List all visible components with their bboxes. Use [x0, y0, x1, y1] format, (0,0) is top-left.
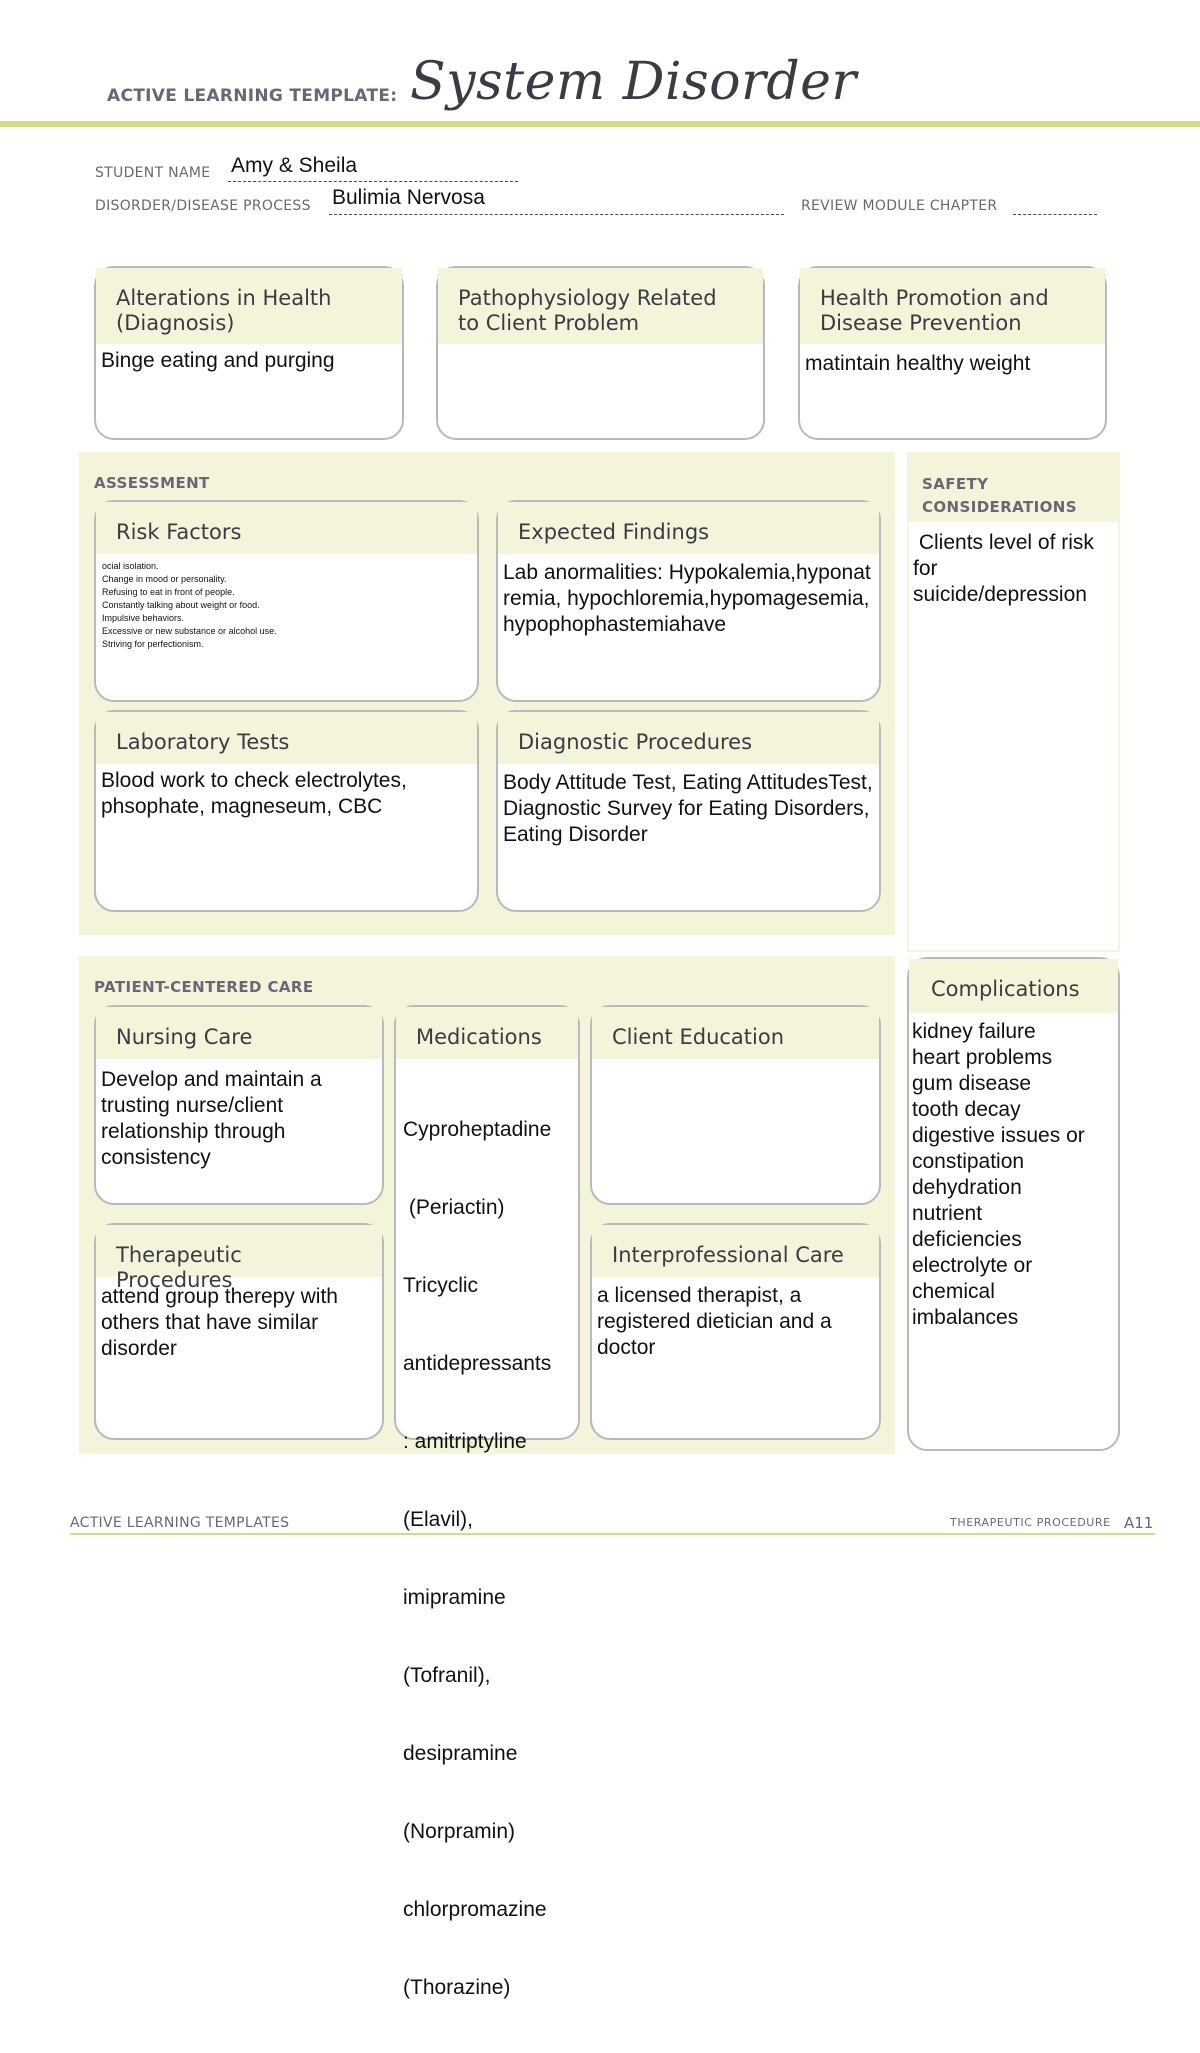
list-item: Excessive or new substance or alcohol use. — [102, 626, 277, 636]
safety-title: SAFETY CONSIDERATIONS — [922, 475, 1077, 516]
client-education-title: Client Education — [592, 1007, 879, 1059]
list-item: kidney failure — [912, 1020, 1036, 1043]
expected-findings-box — [496, 500, 881, 702]
list-item: (Elavil), — [403, 1508, 474, 1531]
medications-title: Medications — [396, 1007, 578, 1059]
assessment-title: ASSESSMENT — [94, 474, 210, 492]
laboratory-tests-title: Laboratory Tests — [96, 712, 477, 764]
disorder-value: Bulimia Nervosa — [332, 186, 485, 209]
therapeutic-procedures-title: Therapeutic Procedures — [96, 1225, 382, 1277]
list-item: nutrient — [912, 1202, 983, 1225]
safety-body-area[interactable] — [909, 522, 1118, 950]
list-item: : amitriptyline — [403, 1430, 527, 1453]
complications-list[interactable] — [909, 1013, 1118, 1331]
list-item: imipramine — [403, 1586, 506, 1609]
footer-label: ACTIVE LEARNING TEMPLATES — [70, 1515, 290, 1531]
footer-section: THERAPEUTIC PROCEDURE — [950, 1516, 1111, 1529]
client-education-box — [590, 1005, 881, 1205]
interprofessional-care-box — [590, 1223, 881, 1440]
diagnostic-procedures-body[interactable]: Body Attitude Test, Eating AttitudesTest, Diagnostic Survey for Eating Disorders, Eating Disorder — [503, 771, 873, 846]
template-label: ACTIVE LEARNING TEMPLATE: — [107, 86, 398, 106]
risk-factors-list[interactable] — [96, 554, 477, 651]
interprofessional-care-body[interactable]: a licensed therapist, a registered dietician and a doctor — [597, 1284, 832, 1359]
health-promotion-box — [798, 266, 1107, 440]
list-item: (Tofranil), — [403, 1664, 491, 1687]
page-number: A11 — [1124, 1514, 1154, 1532]
list-item: constipation — [912, 1150, 1025, 1173]
list-item: gum disease — [912, 1072, 1032, 1095]
pathophysiology-box — [436, 266, 765, 440]
footer-divider — [70, 1533, 1155, 1535]
list-item: deficiencies — [912, 1228, 1022, 1251]
interprofessional-care-title: Interprofessional Care — [592, 1225, 879, 1277]
list-item: electrolyte or — [912, 1254, 1033, 1277]
student-name-field[interactable] — [228, 154, 518, 182]
list-item: chemical — [912, 1280, 995, 1303]
review-module-field[interactable] — [1013, 192, 1097, 215]
review-module-label: REVIEW MODULE CHAPTER — [801, 198, 998, 214]
alterations-box — [94, 266, 404, 440]
list-item: (Norpramin) — [403, 1820, 516, 1843]
nursing-care-box — [94, 1005, 384, 1205]
disorder-label: DISORDER/DISEASE PROCESS — [95, 198, 311, 214]
list-item: heart problems — [912, 1046, 1053, 1069]
pathophysiology-title: Pathophysiology Related to Client Problem — [438, 268, 763, 344]
list-item: antidepressants — [403, 1352, 552, 1375]
medications-list[interactable] — [396, 1059, 578, 2053]
list-item: ocial isolation. — [102, 561, 159, 571]
list-item: desipramine — [403, 1742, 518, 1765]
list-item: Impulsive behaviors. — [102, 613, 185, 623]
list-item: Cyproheptadine — [403, 1118, 552, 1141]
expected-findings-body[interactable]: Lab anormalities: Hypokalemia,hyponatremia, hypochloremia,hypomagesemia,hypophophastemiahave — [503, 561, 871, 636]
therapeutic-procedures-box — [94, 1223, 384, 1440]
list-item: Constantly talking about weight or food. — [102, 600, 260, 610]
header-divider — [0, 121, 1200, 127]
laboratory-tests-box — [94, 710, 479, 912]
health-promotion-title: Health Promotion and Disease Prevention — [800, 268, 1105, 344]
list-item: Change in mood or personality. — [102, 574, 227, 584]
disorder-field[interactable] — [329, 186, 784, 215]
list-item: (Thorazine) — [403, 1976, 511, 1999]
complications-title: Complications — [909, 959, 1118, 1013]
risk-factors-title: Risk Factors — [96, 502, 477, 554]
student-name-label: STUDENT NAME — [95, 165, 211, 181]
list-item: (Periactin) — [403, 1196, 505, 1219]
list-item: imbalances — [912, 1306, 1019, 1329]
nursing-care-title: Nursing Care — [96, 1007, 382, 1059]
student-name-value: Amy & Sheila — [231, 154, 358, 177]
list-item: Tricyclic — [403, 1274, 479, 1297]
list-item: Striving for perfectionism. — [102, 639, 204, 649]
expected-findings-title: Expected Findings — [498, 502, 879, 554]
list-item: digestive issues or — [912, 1124, 1085, 1147]
alterations-body[interactable]: Binge eating and purging — [101, 349, 335, 372]
list-item: dehydration — [912, 1176, 1022, 1199]
patient-care-title: PATIENT-CENTERED CARE — [94, 978, 314, 996]
health-promotion-body[interactable]: matintain healthy weight — [805, 352, 1031, 375]
list-item: Refusing to eat in front of people. — [102, 587, 235, 597]
list-item: tooth decay — [912, 1098, 1021, 1121]
nursing-care-body[interactable]: Develop and maintain a trusting nurse/client relationship through consistency — [101, 1068, 322, 1169]
page-title: System Disorder — [410, 52, 857, 112]
risk-factors-box — [94, 500, 479, 702]
laboratory-tests-body[interactable]: Blood work to check electrolytes, phsophate, magneseum, CBC — [101, 769, 407, 818]
list-item: chlorpromazine — [403, 1898, 547, 1921]
safety-body: Clients level of risk for suicide/depression — [913, 531, 1100, 606]
alterations-title: Alterations in Health (Diagnosis) — [96, 268, 402, 344]
complications-box — [907, 957, 1120, 1451]
medications-box — [394, 1005, 580, 1999]
diagnostic-procedures-box — [496, 710, 881, 912]
diagnostic-procedures-title: Diagnostic Procedures — [498, 712, 879, 764]
client-education-body[interactable] — [592, 1059, 879, 1063]
therapeutic-procedures-body[interactable]: attend group therepy with others that have similar disorder — [101, 1285, 338, 1360]
pathophysiology-body[interactable] — [438, 344, 763, 348]
